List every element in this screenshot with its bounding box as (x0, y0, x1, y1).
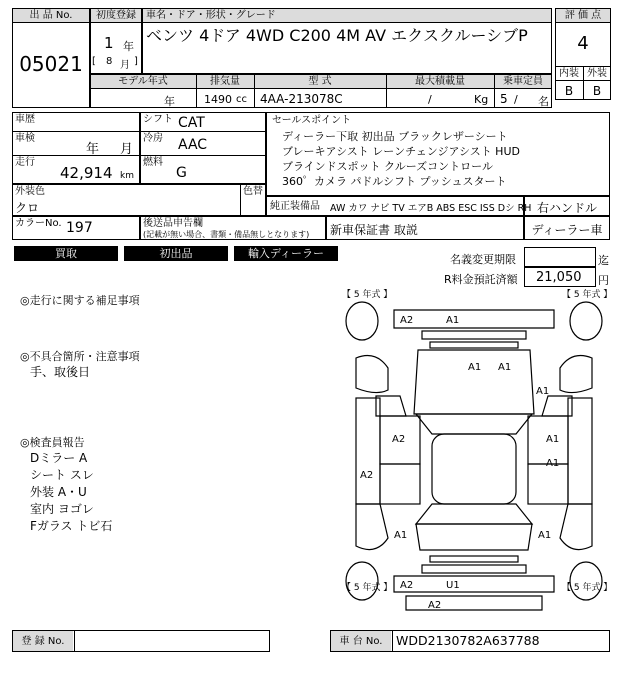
exterior-color-box (12, 184, 266, 216)
model-year-label: モデル年式 (118, 76, 168, 87)
history-label: 車歴 (15, 114, 35, 125)
interior-label: 内装 (559, 68, 579, 79)
handle: 右ハンドル (536, 201, 597, 215)
rear-fender-right (560, 504, 592, 550)
car-name-label: 車名・ドア・形状・グレード (146, 10, 276, 21)
exterior-color: クロ (15, 201, 40, 215)
tire-year-label: 【 5 年式 】 (342, 583, 393, 593)
tire-front-right (570, 302, 602, 340)
name-change-box (524, 247, 596, 267)
chassis-no: WDD2130782A637788 (396, 633, 540, 648)
exterior-label: 外装 (587, 68, 607, 79)
tag-kaitori: 買取 (14, 246, 118, 261)
exterior-grade: B (592, 84, 602, 98)
damage-mark: A2 (360, 470, 374, 481)
exterior-color-label: 外装色 (15, 186, 45, 197)
damage-mark: A1 (394, 530, 408, 541)
inspection-label: 車検 (15, 133, 35, 144)
sales-point-line: ディーラー下取 初出品 ブラックレザーシート (282, 130, 508, 143)
rear-door-left (380, 464, 420, 504)
fuel: G (176, 165, 187, 181)
name-change-label: 名義変更期限 (450, 253, 516, 266)
color-change-label: 色替 (243, 186, 263, 197)
score-label: 評 価 点 (564, 10, 602, 21)
rear-fender-left (356, 504, 388, 550)
shift: CAT (178, 115, 205, 131)
inspection-month-unit: 月 (120, 142, 134, 157)
shift-label: シフト (143, 114, 173, 125)
mileage-unit: km (120, 171, 134, 181)
windshield (416, 414, 532, 434)
tag-import-dealer: 輸入ディーラー (234, 246, 338, 261)
tire-year-label: 【 5 年式 】 (562, 583, 612, 593)
inspector-line: 室内 ヨゴレ (30, 502, 94, 516)
car-diagram (336, 288, 612, 616)
trunk (416, 524, 532, 550)
rear-door-right (528, 464, 568, 504)
recycle-value: 21,050 (536, 270, 582, 285)
lot-no: 05021 (19, 52, 83, 76)
tire-year-label: 【 5 年式 】 (342, 290, 393, 300)
inspector-line: 外装 A・U (30, 485, 87, 499)
sales-point-line: ブレーキアシスト レーンチェンジアシスト HUD (282, 145, 520, 158)
displacement: 1490 (204, 93, 232, 106)
tire-rear-left (346, 562, 378, 600)
chassis-no-label: 車 台 No. (339, 636, 383, 647)
mileage-label: 走行 (15, 157, 35, 168)
damage-mark: A1 (498, 362, 512, 373)
damage-mark: U1 (446, 580, 460, 591)
sales-point-line: ブラインドスポット クルーズコントロール (282, 160, 493, 173)
equipment-label: 純正装備品 (270, 201, 320, 212)
capacity-label: 乗車定員 (503, 76, 543, 87)
damage-mark: A2 (400, 315, 414, 326)
type: 4AA-213078C (260, 92, 343, 106)
color-no: 197 (66, 220, 93, 236)
front-fender-right (560, 356, 592, 393)
damage-mark: A1 (546, 458, 560, 469)
rear-bumper (394, 576, 554, 592)
rear-bumper-lower (406, 596, 542, 610)
damage-mark: A1 (446, 315, 460, 326)
lot-no-label: 出 品 No. (29, 10, 73, 21)
aftermarket-note: (記載が無い場合、書類・備品無しとなります) (143, 230, 310, 239)
roof (432, 434, 516, 504)
inspector-line: シート スレ (30, 468, 94, 482)
recycle-unit: 円 (598, 274, 609, 287)
month-unit: 月 (120, 60, 130, 71)
car-name: ベンツ 4ドア 4WD C200 4M AV エクスクルーシブP (146, 26, 528, 45)
fuel-label: 燃料 (143, 157, 163, 168)
sales-point-line: 360゜カメラ パドルシフト プッシュスタート (282, 175, 507, 188)
model-year-unit: 年 (164, 95, 175, 108)
tire-year-label: 【 5 年式 】 (562, 290, 612, 300)
equipment-items: AW カワ ナビ TV エアB ABS ESC ISS Dシ RH (330, 203, 532, 214)
damage-mark: A1 (538, 530, 552, 541)
color-no-label: カラーNo. (15, 218, 62, 229)
registration-no-label: 登 録 No. (21, 636, 65, 647)
inspection-year-unit: 年 (86, 142, 100, 157)
front-fender-left (356, 356, 388, 393)
first-registration-month: 8 (106, 56, 113, 67)
interior-grade: B (564, 84, 574, 98)
year-unit: 年 (123, 40, 134, 53)
score: 4 (577, 33, 589, 54)
damage-mark: A2 (428, 600, 442, 611)
damage-mark: A1 (536, 386, 550, 397)
capacity-separator: / (514, 93, 518, 106)
damage-mark: A1 (546, 434, 560, 445)
sales-point-label: セールスポイント (272, 115, 352, 126)
tag-first-listing: 初出品 (124, 246, 228, 261)
aircon-label: 冷房 (143, 133, 163, 144)
front-grille (422, 331, 526, 339)
warranty: 新車保証書 取説 (330, 223, 418, 237)
max-load-separator: / (428, 93, 432, 106)
capacity: 5 (500, 92, 508, 106)
max-load-label: 最大積載量 (415, 76, 465, 87)
damage-mark: A1 (468, 362, 482, 373)
damage-mark: A2 (400, 580, 414, 591)
displacement-label: 排気量 (210, 76, 240, 87)
tire-front-left (346, 302, 378, 340)
inspector-line: Dミラー A (30, 451, 88, 465)
damage-mark: A2 (392, 434, 406, 445)
inspector-title: ◎検査員報告 (20, 436, 85, 449)
front-bumper (394, 310, 554, 328)
aftermarket-label: 後送品申告欄 (143, 218, 203, 229)
defects: 手、取後日 (30, 365, 91, 379)
first-registration-year: 1 (104, 34, 114, 52)
displacement-unit: cc (236, 94, 247, 105)
name-change-unit: 迄 (598, 254, 609, 267)
mileage: 42,914 (60, 164, 113, 182)
hood (414, 350, 534, 414)
supplement-title: ◎走行に関する補足事項 (20, 294, 140, 307)
rear-window (416, 504, 532, 524)
aircon: AAC (178, 137, 208, 153)
capacity-unit: 名 (538, 95, 549, 108)
first-registration-label: 初度登録 (96, 10, 136, 21)
max-load-unit: Kg (474, 93, 489, 106)
dealer: ディーラー車 (531, 223, 603, 237)
defects-title: ◎不具合箇所・注意事項 (20, 350, 140, 363)
inspector-line: Fガラス トビ石 (30, 519, 113, 533)
tire-rear-right (570, 562, 602, 600)
type-label: 型 式 (308, 76, 332, 87)
recycle-label: R料金預託済額 (444, 273, 518, 286)
